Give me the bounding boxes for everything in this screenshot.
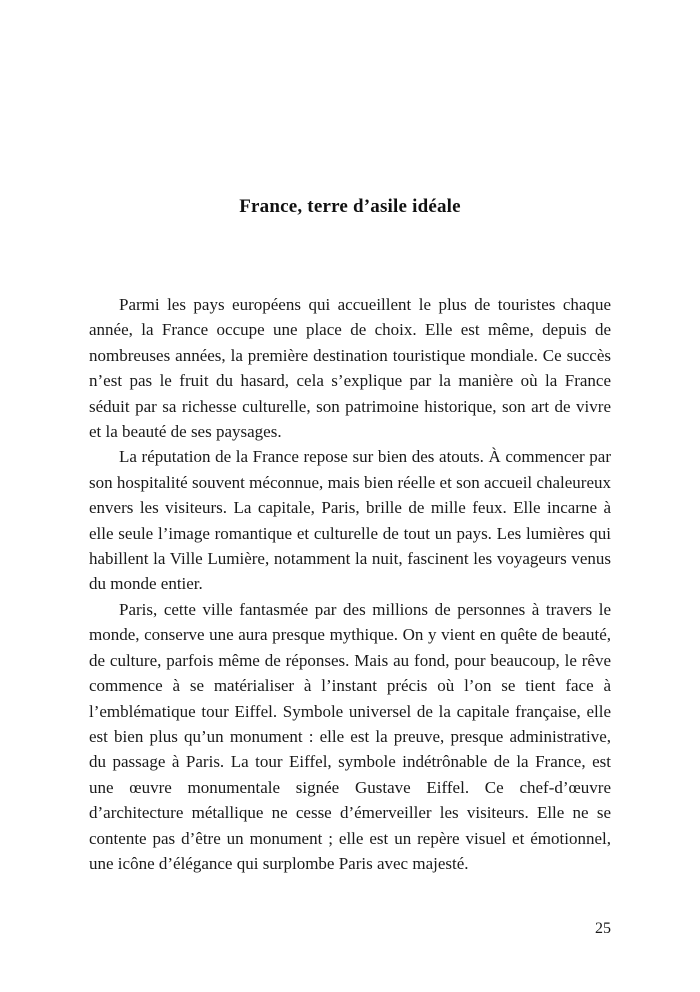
paragraph-1: Parmi les pays européens qui accueillent le plus de touristes chaque année, la France occupe une place de choix. Elle est même, depuis de nombreuses années, la première destination touristique mondiale. Ce succès n’est pas le fruit du hasard, cela s’explique par la manière où la France séduit par sa richesse culturelle, son patrimoine historique, son art de vivre et la beauté de ses paysages. (89, 295, 611, 442)
paragraph-2: La réputation de la France repose sur bien des atouts. À commencer par son hospitalité souvent méconnue, mais bien réelle et son accueil chaleureux envers les visiteurs. La capitale, Paris, brille de mille feux. Elle incarne à elle seule l’image romantique et culturelle de tout un pays. Les lumières qui habillent la Ville Lumière, notamment la nuit, fascinent les voyageurs venus du monde entier. (89, 447, 611, 594)
page-content (89, 0, 611, 876)
page-number: 25 (595, 920, 611, 937)
page-title: France, terre d’asile idéale (239, 196, 461, 217)
body-text (89, 292, 611, 876)
paragraph-3: Paris, cette ville fantasmée par des millions de personnes à travers le monde, conserve une aura presque mythique. On y vient en quête de beauté, de culture, parfois même de réponses. Mais au fond, pour beaucoup, le rêve commence à se matérialiser à l’instant précis où l’on se tient face à l’emblématique tour Eiffel. Symbole universel de la capitale française, elle est bien plus qu’un monument : elle est la preuve, presque administrative, du passage à Paris. La tour Eiffel, symbole indétrônable de la France, est une œuvre monumentale signée Gustave Eiffel. Ce chef-d’œuvre d’architecture métallique ne cesse d’émerveiller les visiteurs. Elle ne se contente pas d’être un monument ; elle est un repère visuel et émotionnel, une icône d’élégance qui surplombe Paris avec majesté. (89, 599, 611, 873)
